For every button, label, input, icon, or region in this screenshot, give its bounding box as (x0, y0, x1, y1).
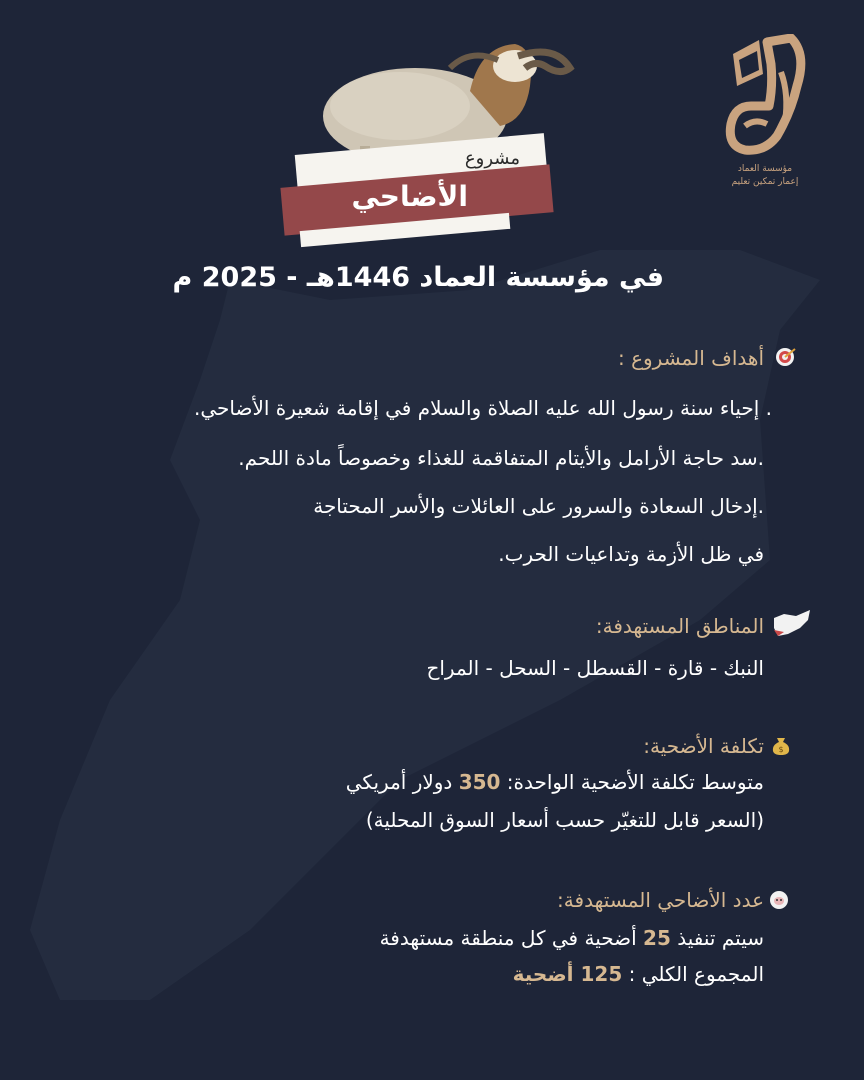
regions-title: المناطق المستهدفة: (595, 614, 764, 638)
count-title: عدد الأضاحي المستهدفة: (557, 888, 764, 912)
regions-list: النبك - قارة - القسطل - السحل - المراح (426, 656, 764, 680)
svg-text:$: $ (778, 745, 784, 754)
sheep-icon (768, 888, 790, 910)
target-icon (774, 346, 796, 368)
count-prefix: سيتم تنفيذ (677, 926, 764, 950)
cost-suffix: دولار أمريكي (345, 770, 453, 794)
banner-title: الأضاحي (351, 180, 468, 213)
alemad-logo-icon (715, 34, 815, 162)
cost-average (346, 770, 764, 794)
money-bag-icon (770, 734, 792, 756)
logo-tagline: إعمار تمكين تعليم (731, 177, 799, 187)
headline: في مؤسسة العماد 1446هـ - 2025 م (172, 262, 664, 293)
count-total-label: المجموع الكلي : (628, 962, 764, 986)
count-total (513, 962, 764, 986)
cost-title: تكلفة الأضحية: (643, 734, 764, 758)
count-per-region-number: 25 (643, 926, 671, 950)
goal-line-2: .سد حاجة الأرامل والأيتام المتفاقمة للغذاء وخصوصاً مادة اللحم. (238, 446, 764, 470)
count-total-value: 125 أضحية (512, 962, 623, 986)
project-banner (270, 142, 560, 247)
count-suffix: أضحية في كل منطقة مستهدفة (379, 926, 637, 950)
logo-name: مؤسسة العماد (737, 164, 793, 174)
count-per-region (380, 926, 764, 950)
syria-map-icon (770, 608, 814, 638)
goals-title: أهداف المشروع : (617, 346, 764, 370)
cost-amount: 350 (458, 770, 501, 794)
logo (700, 34, 830, 187)
banner-subtitle: مشروع (464, 148, 520, 169)
goal-line-1: . إحياء سنة رسول الله عليه الصلاة والسلام في إقامة شعيرة الأضاحي. (194, 396, 772, 420)
cost-note: (السعر قابل للتغيّر حسب أسعار السوق المحلية) (365, 808, 764, 832)
cost-prefix: متوسط تكلفة الأضحية الواحدة: (506, 770, 764, 794)
goal-line-4: في ظل الأزمة وتداعيات الحرب. (498, 542, 764, 566)
goal-line-3: .إدخال السعادة والسرور على العائلات والأسر المحتاجة (313, 494, 764, 518)
